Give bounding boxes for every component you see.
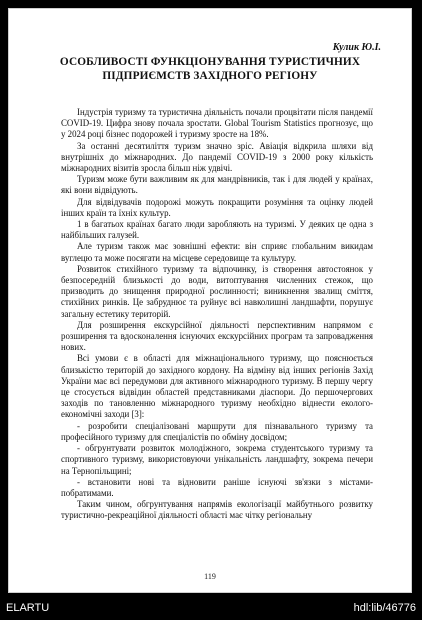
handle-id: hdl:lib/46776 bbox=[353, 602, 416, 614]
paragraph: Для відвідувачів подорожі можуть покращити розуміння та оцінку людей інших країн та їхніх культур. bbox=[61, 196, 373, 218]
page-number: 119 bbox=[204, 572, 216, 581]
paragraph: Розвиток стихійного туризму та відпочинку, із створення автостоянок у безпосередній близькості до води, витоптування численних стежок, що призводить до знищення природної рослинності; виникнення звалищ сміття, стихійних ринків. Це забруднює та руйнує всі навколишні ландшафти, порушує загальну естетику територій. bbox=[61, 263, 373, 319]
paragraph: Всі умови є в області для міжнаціонального туризму, що пояснюється близькістю територій до західного кордону. На відміну від інших регіонів Захід України має всі передумови для активного міжнародного туризму. В першу чергу це стосується відвідин областей представниками діаспори. До першочергових заходів по тановленню міжнародного туризму необхідно віднести еколого-економічні заходи [3]: bbox=[61, 353, 373, 420]
paragraph: Для розширення екскурсійної діяльності перспективним напрямом є розширення та вдосконалення існуючих екскурсійних програм та запровадження нових. bbox=[61, 319, 373, 353]
paper-title bbox=[39, 55, 381, 83]
paragraph: Туризм може бути важливим як для мандрівників, так і для людей у країнах, які вони відвідують. bbox=[61, 174, 373, 196]
title-line-2: ПІДПРИЄМСТВ ЗАХІДНОГО РЕГІОНУ bbox=[102, 70, 318, 82]
paragraph: Таким чином, обгрунтування напрямів екологізації майбутнього розвитку туристично-рекреаційної діяльності області має чітку регіональну bbox=[61, 499, 373, 521]
title-line-1: ОСОБЛИВОСТІ ФУНКЦІОНУВАННЯ ТУРИСТИЧНИХ bbox=[59, 56, 361, 68]
paragraph: Індустрія туризму та туристична діяльність почали процвітати після пандемії COVID-19. Цифра знову почала зростати. Global Tourism Statistics прогнозує, що у 2024 році бізнес подорожей і туризму зросте на 18%. bbox=[61, 107, 373, 140]
paper-body bbox=[61, 107, 373, 522]
list-item: - обгрунтувати розвиток молодіжного, зокрема студентського туризму та спортивного туризму, використовуючи унікальність ландшафту, зокрема печери на Тернопільщині; bbox=[61, 443, 373, 476]
document-page bbox=[8, 8, 412, 593]
paragraph: За останні десятиліття туризм значно зріс. Авіація відкрила шляхи від внутрішніх до міжнародних. До пандемії COVID-19 з 2000 року кількість міжнародних візитів зросла більш ніж удвічі. bbox=[61, 140, 373, 174]
author-name: Кулик Ю.І. bbox=[332, 42, 381, 53]
repository-name: ELARTU bbox=[6, 602, 50, 614]
list-item: - розробити спеціалізовані маршрути для пізнавального туризму та професійного туризму для спеціалістів по обміну досвідом; bbox=[61, 420, 373, 442]
paragraph: Але туризм також має зовнішні ефекти: він сприяє глобальним викидам вуглецю та може посягати на місцеве середовище та культуру. bbox=[61, 241, 373, 263]
list-item: - встановити нові та відновити раніше існуючі зв'язки з містами-побратимами. bbox=[61, 476, 373, 498]
paragraph: 1 в багатьох країнах багато люди заробляють на туризмі. У деяких це одна з найбільших галузей. bbox=[61, 219, 373, 241]
repository-footer bbox=[0, 598, 422, 620]
